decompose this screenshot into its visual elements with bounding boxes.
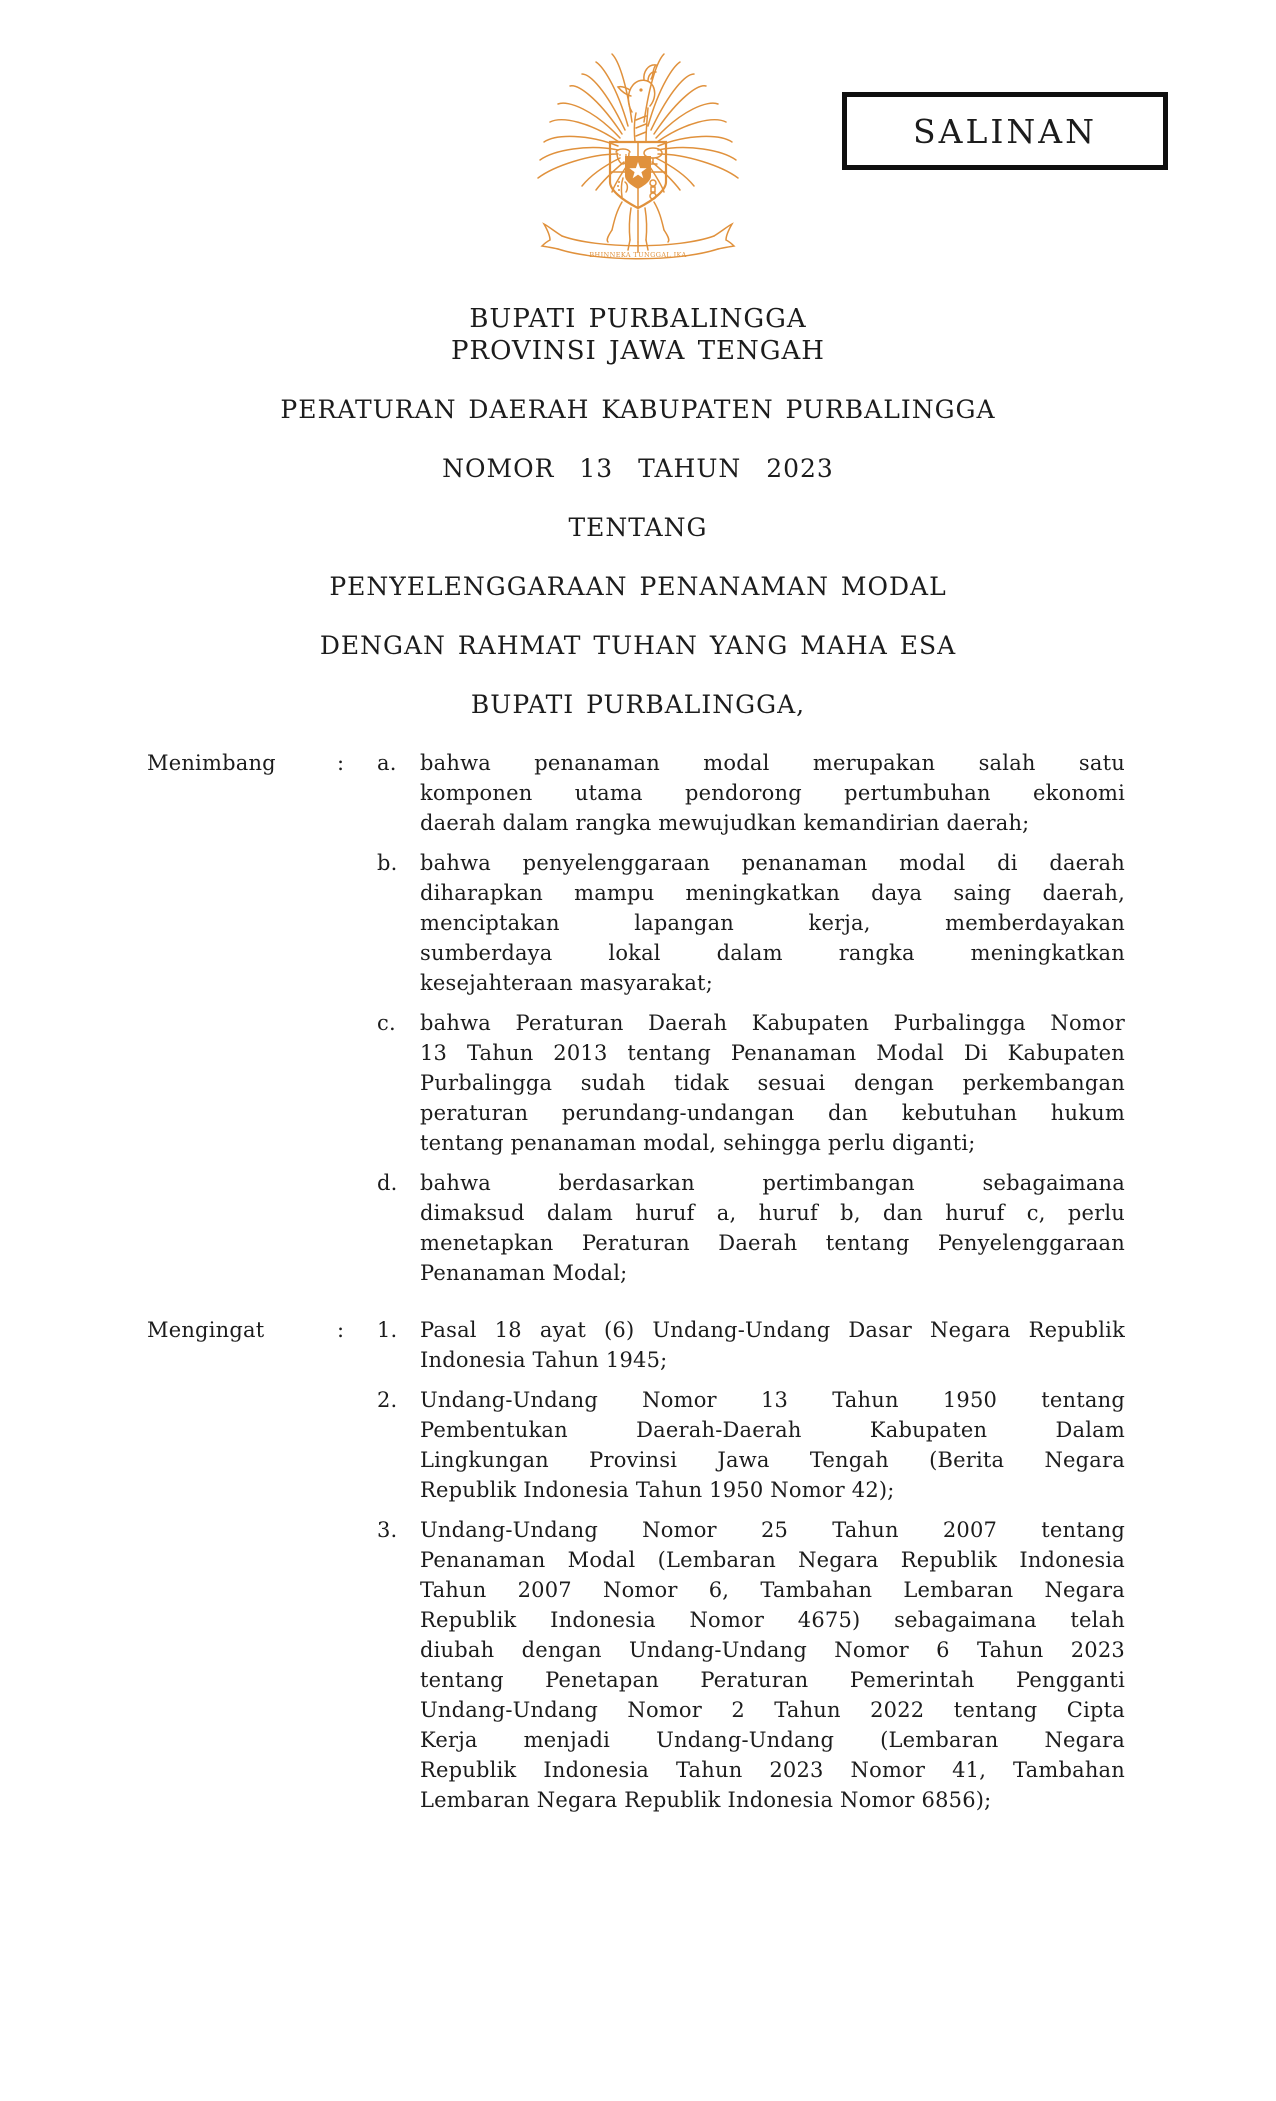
invocation-line: DENGAN RAHMAT TUHAN YANG MAHA ESA [319, 631, 957, 660]
tentang-label: TENTANG [568, 513, 708, 542]
text-line: tentang Penetapan Peraturan Pemerintah Pengganti [420, 1668, 1125, 1692]
preamble [147, 748, 1125, 1842]
section-items [377, 1315, 1125, 1825]
preamble-item [377, 1385, 1125, 1505]
text-line: Republik Indonesia Tahun 2023 Nomor 41, Tambahan [420, 1758, 1125, 1782]
eagle-head [618, 65, 656, 142]
preamble-section-menimbang [147, 748, 1125, 1298]
text-line: diubah dengan Undang-Undang Nomor 6 Tahun 2023 [420, 1638, 1125, 1662]
section-label: Menimbang [147, 751, 276, 775]
regulation-type-title: PERATURAN DAERAH KABUPATEN PURBALINGGA [280, 395, 996, 424]
text-line: Purbalingga sudah tidak sesuai dengan perkembangan [420, 1071, 1125, 1095]
regulation-number: NOMOR 13 TAHUN 2023 [442, 454, 834, 483]
text-line: tentang penanaman modal, sehingga perlu diganti; [420, 1131, 976, 1155]
text-line: peraturan perundang-undangan dan kebutuhan hukum [420, 1101, 1125, 1125]
text-line: Republik Indonesia Nomor 4675) sebagaimana telah [420, 1608, 1125, 1632]
item-marker: a. [377, 751, 397, 775]
text-line: komponen utama pendorong pertumbuhan ekonomi [420, 781, 1125, 805]
regulation-subject: PENYELENGGARAAN PENANAMAN MODAL [329, 572, 947, 601]
text-line: daerah dalam rangka mewujudkan kemandirian daerah; [420, 811, 1030, 835]
text-line: Republik Indonesia Tahun 1950 Nomor 42); [420, 1478, 895, 1502]
salinan-label: SALINAN [913, 111, 1097, 151]
preamble-item [377, 848, 1125, 998]
text-line: Penanaman Modal (Lembaran Negara Republik Indonesia [420, 1548, 1125, 1572]
item-text [420, 1008, 1125, 1158]
pancasila-shield [610, 142, 666, 208]
text-line: bahwa penyelenggaraan penanaman modal di daerah [420, 851, 1125, 875]
item-marker: c. [377, 1011, 396, 1035]
text-line: kesejahteraan masyarakat; [420, 971, 713, 995]
section-label: Mengingat [147, 1318, 265, 1342]
text-line: Lingkungan Provinsi Jawa Tengah (Berita Negara [420, 1448, 1125, 1472]
item-text [420, 1168, 1125, 1288]
text-line: diharapkan mampu meningkatkan daya saing daerah, [420, 881, 1125, 905]
garuda-emblem-drawing [532, 50, 744, 285]
text-line: Undang-Undang Nomor 2 Tahun 2022 tentang Cipta [420, 1698, 1125, 1722]
section-items [377, 748, 1125, 1298]
section-colon: : [337, 1318, 345, 1342]
bupati-title: BUPATI PURBALINGGA [469, 304, 807, 334]
salinan-stamp-box [842, 92, 1168, 170]
title-block [0, 303, 1276, 721]
text-line: menetapkan Peraturan Daerah tentang Penyelenggaraan [420, 1231, 1125, 1255]
text-line: menciptakan lapangan kerja, memberdayakan [420, 911, 1125, 935]
province-title: PROVINSI JAWA TENGAH [451, 336, 825, 366]
preamble-item [377, 1008, 1125, 1158]
text-line: bahwa Peraturan Daerah Kabupaten Purbalingga Nomor [420, 1011, 1125, 1035]
section-colon: : [337, 751, 345, 775]
item-text [420, 748, 1125, 838]
item-text [420, 848, 1125, 998]
preamble-item [377, 1315, 1125, 1375]
text-line: Undang-Undang Nomor 25 Tahun 2007 tentang [420, 1518, 1125, 1542]
text-line: Tahun 2007 Nomor 6, Tambahan Lembaran Negara [420, 1578, 1125, 1602]
text-line: 13 Tahun 2013 tentang Penanaman Modal Di Kabupaten [420, 1041, 1125, 1065]
garuda-pancasila-emblem [532, 50, 744, 285]
text-line: Indonesia Tahun 1945; [420, 1348, 668, 1372]
preamble-item [377, 748, 1125, 838]
text-line: Undang-Undang Nomor 13 Tahun 1950 tentang [420, 1388, 1125, 1412]
enacting-authority-line: BUPATI PURBALINGGA, [470, 690, 806, 719]
text-line: Pembentukan Daerah-Daerah Kabupaten Dalam [420, 1418, 1125, 1442]
item-marker: 3. [377, 1518, 398, 1542]
item-text [420, 1515, 1125, 1815]
preamble-section-mengingat [147, 1315, 1125, 1825]
item-marker: 2. [377, 1388, 398, 1412]
text-line: dimaksud dalam huruf a, huruf b, dan huruf c, perlu [420, 1201, 1125, 1225]
item-marker: 1. [377, 1318, 398, 1342]
text-line: Pasal 18 ayat (6) Undang-Undang Dasar Negara Republik [420, 1318, 1125, 1342]
text-line: sumberdaya lokal dalam rangka meningkatkan [420, 941, 1125, 965]
item-marker: b. [377, 851, 398, 875]
text-line: bahwa penanaman modal merupakan salah satu [420, 751, 1125, 775]
text-line: bahwa berdasarkan pertimbangan sebagaimana [420, 1171, 1125, 1195]
preamble-item [377, 1168, 1125, 1288]
preamble-item [377, 1515, 1125, 1815]
text-line: Kerja menjadi Undang-Undang (Lembaran Negara [420, 1728, 1125, 1752]
item-text [420, 1385, 1125, 1505]
emblem-motto-text: BHINNEKA TUNGGAL IKA [589, 251, 687, 259]
item-marker: d. [377, 1171, 398, 1195]
text-line: Lembaran Negara Republik Indonesia Nomor 6856); [420, 1788, 992, 1812]
text-line: Penanaman Modal; [420, 1261, 628, 1285]
item-text [420, 1315, 1125, 1375]
